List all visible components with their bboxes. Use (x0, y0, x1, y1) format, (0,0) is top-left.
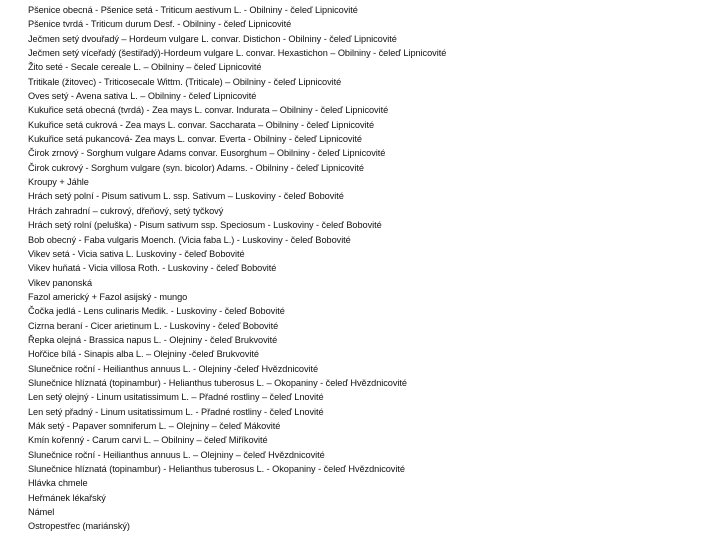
text-line: Hrách setý rolní (peluška) - Pisum sativum ssp. Speciosum - Luskoviny - čeleď Bobovité (28, 220, 382, 231)
text-line: Len setý přadný - Linum usitatissimum L. - Přadné rostliny - čeleď Lnovité (28, 406, 324, 417)
text-line: Heřmánek lékařský (28, 492, 106, 503)
text-line: Hrách setý polní - Pisum sativum L. ssp. Sativum – Luskoviny - čeleď Bobovité (28, 191, 344, 202)
text-line: Čirok cukrový - Sorghum vulgare (syn. bicolor) Adams. - Obilniny - čeleď Lipnicovité (28, 162, 364, 173)
text-line: Pšenice tvrdá - Triticum durum Desf. - Obilniny - čeleď Lipnicovité (28, 19, 292, 30)
text-line: Vikev huňatá - Vicia villosa Roth. - Luskoviny - čeleď Bobovité (28, 263, 277, 274)
text-line: Slunečnice hlíznatá (topinambur) - Helianthus tuberosus L. – Okopaniny - čeleď Hvězdnicovité (28, 377, 407, 388)
text-line: Kroupy + Jáhle (28, 177, 89, 188)
text-line: Len setý olejný - Linum usitatissimum L. – Přadné rostliny – čeleď Lnovité (28, 392, 324, 403)
text-line: Žito seté - Secale cereale L. – Obilniny – čeleď Lipnicovité (28, 62, 262, 73)
text-line: Kukuřice setá obecná (tvrdá) - Zea mays L. convar. Indurata – Obilniny - čeleď Lipnicovité (28, 105, 389, 116)
text-line: Hlávka chmele (28, 478, 88, 489)
text-line: Ječmen setý víceřadý (šestiřadý)-Hordeum vulgare L. convar. Hexastichon – Obilniny - čeleď Lipnicovité (28, 48, 447, 59)
text-line: Bob obecný - Faba vulgaris Moench. (Vicia faba L.) - Luskoviny - čeleď Bobovité (28, 234, 351, 245)
text-line: Ječmen setý dvouřadý – Hordeum vulgare L. convar. Distichon - Obilniny - čeleď Lipnicovité (28, 33, 397, 44)
text-line: Čirok zrnový - Sorghum vulgare Adams convar. Eusorghum – Obilniny - čeleď Lipnicovité (28, 148, 386, 159)
text-line: Ostropestřec (mariánský) (28, 521, 130, 532)
text-line: Mák setý - Papaver somniferum L. – Olejniny – čeleď Mákovité (28, 420, 281, 431)
text-line: Hořčice bílá - Sinapis alba L. – Olejniny -čeleď Brukvovité (28, 349, 259, 360)
text-line: Kmín kořenný - Carum carvi L. – Obilniny – čeleď Miříkovité (28, 435, 268, 446)
text-line: Vikev setá - Vicia sativa L. Luskoviny - čeleď Bobovité (28, 248, 245, 259)
text-line: Slunečnice roční - Heilianthus annuus L. – Olejniny – čeleď Hvězdnicovité (28, 449, 325, 460)
text-line: Hrách zahradní – cukrový, dřeňový, setý tyčkový (28, 205, 224, 216)
text-line: Slunečnice roční - Heilianthus annuus L. - Olejniny -čeleď Hvězdnicovité (28, 363, 319, 374)
text-line: Řepka olejná - Brassica napus L. - Olejniny - čeleď Brukvovité (28, 334, 278, 345)
text-line: Kukuřice setá cukrová - Zea mays L. convar. Saccharata – Obilniny - čeleď Lipnicovité (28, 119, 375, 130)
text-line: Oves setý - Avena sativa L. – Obilniny - čeleď Lipnicovité (28, 91, 257, 102)
text-line: Fazol americký + Fazol asijský - mungo (28, 291, 188, 302)
text-line: Kukuřice setá pukancová- Zea mays L. convar. Everta - Obilniny - čeleď Lipnicovité (28, 134, 362, 145)
text-line: Čočka jedlá - Lens culinaris Medik. - Luskoviny - čeleď Bobovité (28, 306, 285, 317)
text-line: Slunečnice hlíznatá (topinambur) - Helianthus tuberosus L. - Okopaniny - čeleď Hvězdnicovité (28, 464, 405, 474)
text-line: Tritikale (žitovec) - Triticosecale Wittm. (Triticale) – Obilniny - čeleď Lipnicovité (28, 76, 342, 87)
text-line: Pšenice obecná - Pšenice setá - Triticum aestivum L. - Obilniny - čeleď Lipnicovité (28, 5, 358, 15)
text-line: Cizrna beraní - Cicer arietinum L. - Luskoviny - čeleď Bobovité (28, 320, 279, 331)
document-text (28, 3, 718, 534)
text-line: Vikev panonská (28, 277, 92, 288)
text-line: Námel (28, 507, 55, 518)
